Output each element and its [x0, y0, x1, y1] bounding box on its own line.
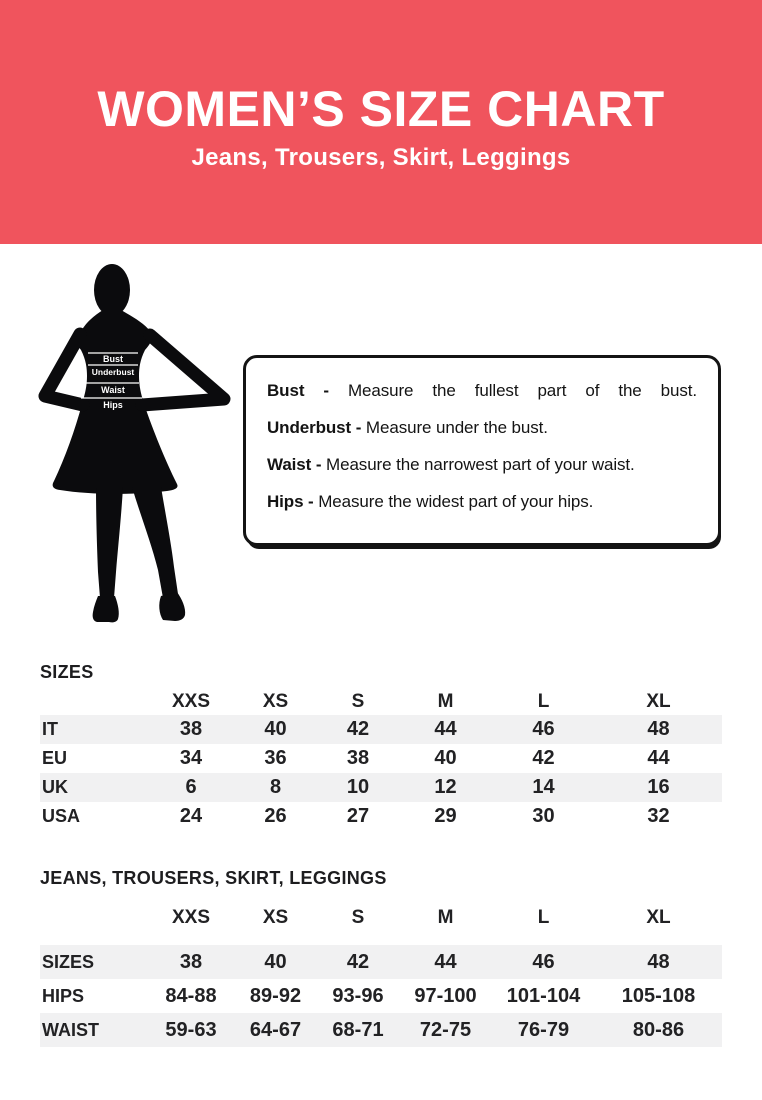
column-header: XXS	[171, 906, 211, 928]
size-value: 38	[346, 747, 370, 769]
measurement-info-box	[243, 355, 721, 546]
size-value: 38	[179, 718, 203, 740]
row-label: UK	[42, 777, 68, 797]
size-value: 16	[647, 776, 670, 798]
size-value: 64-67	[249, 1018, 302, 1041]
garment-section-heading: JEANS, TROUSERS, SKIRT, LEGGINGS	[40, 868, 387, 888]
table-row	[40, 1013, 722, 1047]
info-definition: Measure the narrowest part of your waist.	[326, 455, 635, 474]
size-value: 42	[532, 747, 555, 769]
info-term: Hips -	[267, 492, 314, 511]
figure-label-bust: Bust	[103, 354, 123, 364]
size-value: 44	[647, 747, 670, 769]
size-value: 44	[434, 718, 457, 740]
size-value: 12	[434, 776, 457, 798]
table-row	[40, 773, 722, 802]
table-row	[40, 715, 722, 744]
info-line-bust	[267, 381, 697, 400]
column-header: XL	[646, 690, 671, 712]
row-label: USA	[42, 806, 81, 826]
size-value: 24	[179, 805, 203, 827]
size-value: 93-96	[332, 984, 384, 1007]
size-value: 14	[532, 776, 555, 798]
size-value: 40	[434, 747, 457, 769]
size-value: 32	[647, 805, 670, 827]
table-header-row	[40, 904, 722, 931]
info-term: Bust -	[267, 381, 329, 400]
column-header: XS	[262, 906, 289, 928]
size-value: 68-71	[332, 1018, 384, 1041]
table-header-row	[40, 688, 722, 715]
size-value: 38	[179, 950, 203, 973]
size-value: 84-88	[165, 984, 217, 1007]
figure-label-waist: Waist	[101, 385, 125, 395]
column-header: S	[351, 906, 365, 928]
column-header: XS	[262, 690, 289, 712]
size-value: 34	[179, 747, 203, 769]
size-value: 40	[264, 950, 287, 973]
column-header: L	[537, 690, 550, 712]
info-definition: Measure the widest part of your hips.	[318, 492, 594, 511]
size-value: 8	[269, 776, 282, 798]
size-value: 48	[647, 718, 670, 740]
size-value: 42	[346, 718, 370, 740]
column-header: M	[437, 690, 454, 712]
size-value: 36	[264, 747, 287, 769]
figure-label-underbust: Underbust	[91, 367, 135, 377]
woman-silhouette-figure	[35, 262, 235, 627]
size-value: 97-100	[414, 984, 477, 1007]
column-header: L	[537, 906, 550, 928]
size-value: 30	[532, 805, 555, 827]
column-header: XL	[646, 906, 671, 928]
size-value: 40	[264, 718, 287, 740]
table-row	[40, 802, 722, 831]
row-label: HIPS	[42, 985, 85, 1006]
column-header: S	[351, 690, 365, 712]
size-value: 105-108	[621, 984, 696, 1007]
size-value: 42	[346, 950, 370, 973]
info-term: Waist -	[267, 455, 322, 474]
table-row	[40, 945, 722, 979]
woman-silhouette-icon	[35, 262, 235, 627]
table-row	[40, 979, 722, 1013]
row-label: SIZES	[42, 951, 95, 972]
size-value: 76-79	[517, 1018, 570, 1041]
info-line-waist	[267, 455, 697, 474]
sizes-section-heading: SIZES	[40, 662, 94, 682]
row-label: EU	[42, 748, 68, 768]
size-value: 26	[264, 805, 287, 827]
size-value: 46	[532, 718, 555, 740]
info-definition: Measure under the bust.	[365, 418, 548, 437]
header-banner	[0, 0, 762, 244]
size-value: 48	[647, 950, 670, 973]
size-value: 6	[185, 776, 197, 798]
page-subtitle: Jeans, Trousers, Skirt, Leggings	[191, 144, 571, 171]
info-definition: Measure the fullest part of the bust.	[347, 381, 698, 400]
info-line-underbust	[267, 418, 697, 437]
size-value: 46	[532, 950, 555, 973]
size-value: 29	[434, 805, 457, 827]
table-row	[40, 744, 722, 773]
sizes-table	[40, 688, 722, 831]
info-line-hips	[267, 492, 697, 511]
size-value: 89-92	[249, 984, 302, 1007]
size-value: 80-86	[632, 1018, 685, 1041]
size-value: 72-75	[419, 1018, 472, 1041]
column-header: M	[437, 906, 454, 928]
size-value: 27	[346, 805, 370, 827]
size-value: 44	[434, 950, 457, 973]
row-label: WAIST	[42, 1019, 99, 1040]
page-title: WOMEN’S SIZE CHART	[97, 81, 665, 137]
column-header: XXS	[171, 690, 211, 712]
figure-label-hips: Hips	[103, 400, 123, 410]
size-value: 10	[346, 776, 370, 798]
info-term: Underbust -	[267, 418, 362, 437]
garment-table	[40, 904, 722, 1047]
row-label: IT	[42, 719, 58, 739]
size-value: 101-104	[506, 984, 581, 1007]
size-value: 59-63	[165, 1018, 217, 1041]
